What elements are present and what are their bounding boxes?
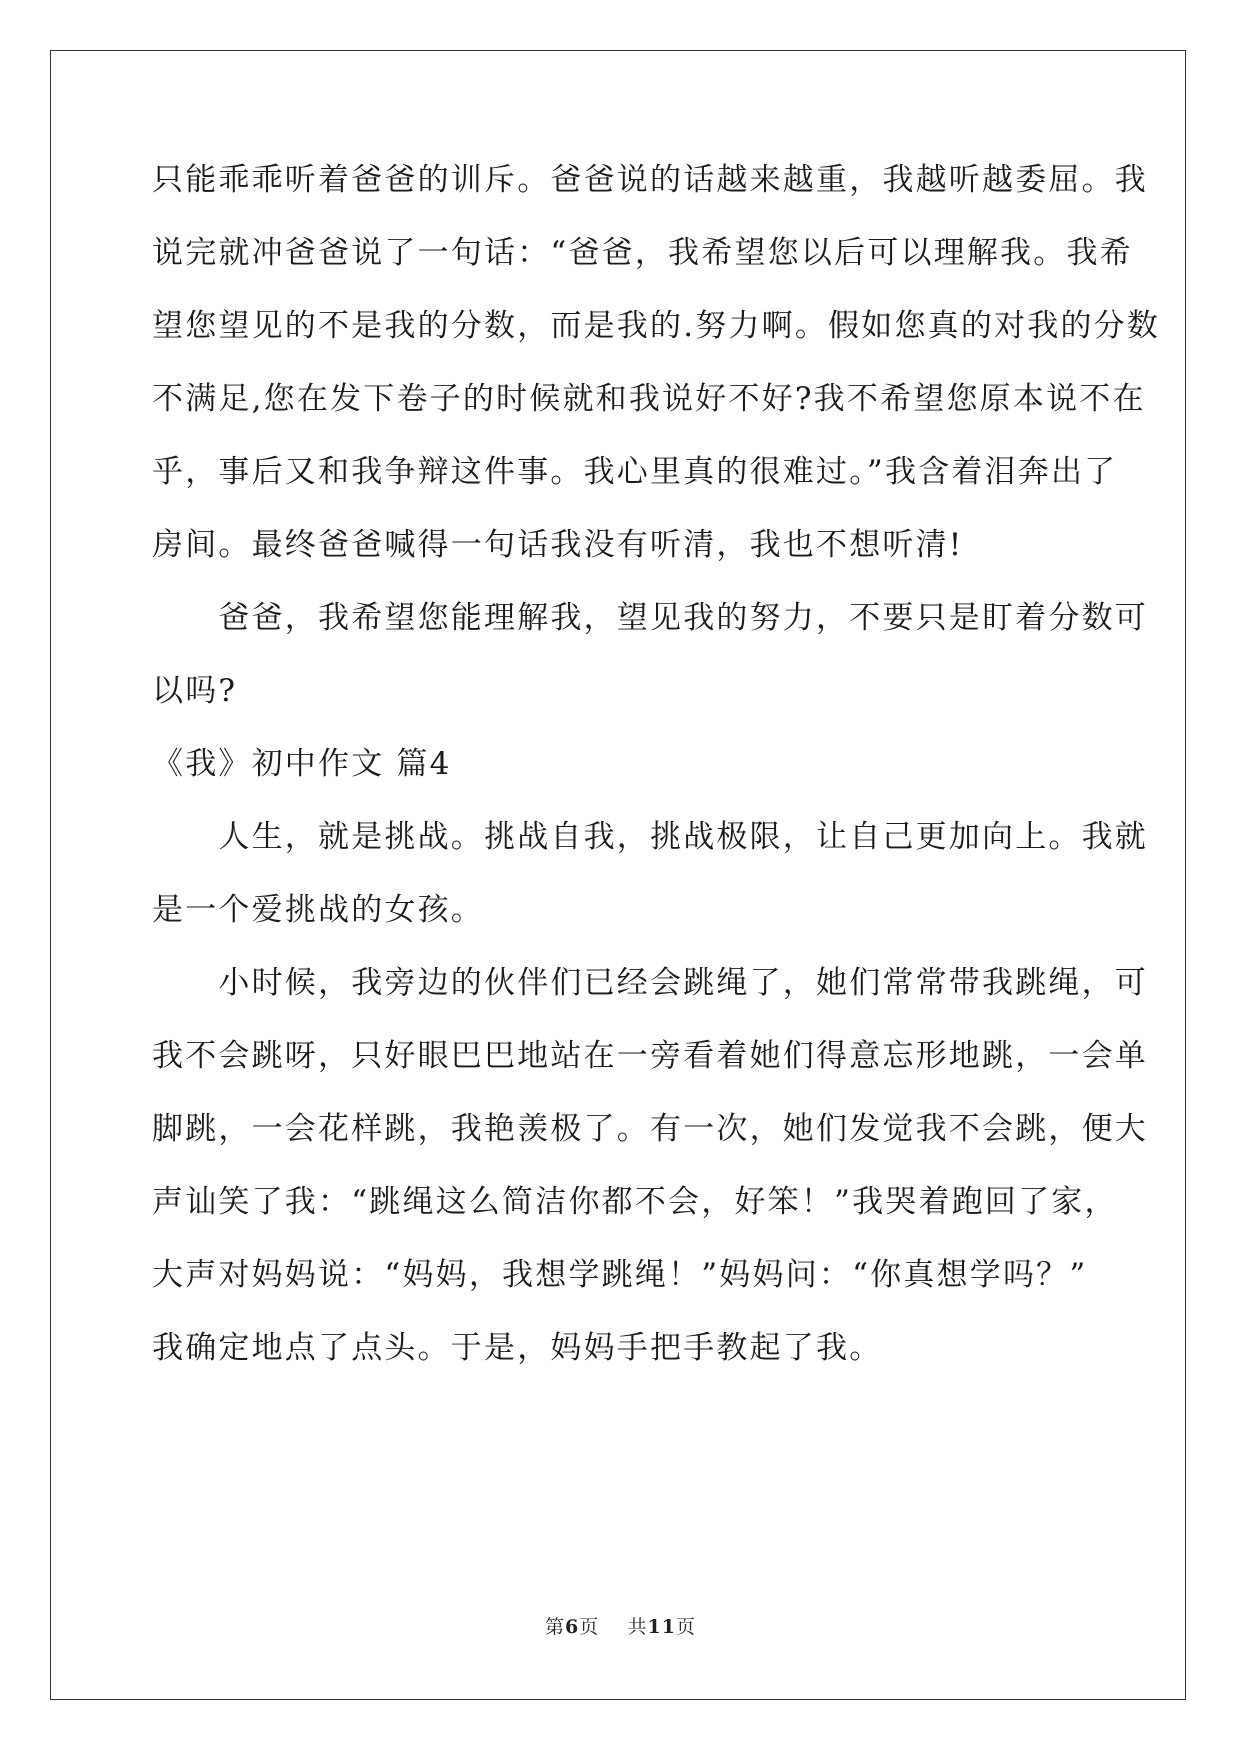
text-line: 只能乖乖听着爸爸的训斥。爸爸说的话越来越重，我越听越委屈。我 (152, 162, 1148, 198)
text-line: 脚跳，一会花样跳，我艳羡极了。有一次，她们发觉我不会跳，便大 (152, 1111, 1148, 1147)
footer-prefix: 第 (545, 1616, 566, 1638)
text-line: 说完就冲爸爸说了一句话：“爸爸，我希望您以后可以理解我。我希 (152, 235, 1133, 271)
text-line: 房间。最终爸爸喊得一句话我没有听清，我也不想听清! (152, 527, 964, 563)
page-footer (0, 1612, 1241, 1639)
text-line: 望您望见的不是我的分数，而是我的.努力啊。假如您真的对我的分数 (152, 308, 1161, 344)
total-page-count: 11 (647, 1616, 676, 1638)
footer-total-prefix: 共 (627, 1616, 648, 1638)
section-heading: 《我》初中作文 篇4 (152, 746, 452, 782)
page-border (50, 50, 1186, 1700)
text-line: 爸爸，我希望您能理解我，望见我的努力，不要只是盯着分数可 (152, 600, 1148, 636)
text-line: 人生，就是挑战。挑战自我，挑战极限，让自己更加向上。我就 (152, 819, 1148, 855)
text-line: 以吗? (152, 673, 238, 709)
footer-total-unit: 页 (675, 1616, 696, 1638)
text-line: 是一个爱挑战的女孩。 (152, 892, 484, 928)
text-line: 不满足,您在发下卷子的时候就和我说好不好?我不希望您原本说不在 (152, 381, 1146, 417)
text-line: 小时候，我旁边的伙伴们已经会跳绳了，她们常常带我跳绳，可 (152, 965, 1148, 1001)
text-line: 我确定地点了点头。于是，妈妈手把手教起了我。 (152, 1330, 883, 1366)
current-page-number: 6 (565, 1616, 580, 1638)
text-line: 大声对妈妈说：“妈妈，我想学跳绳！”妈妈问：“你真想学吗？” (152, 1257, 1088, 1293)
text-line: 乎，事后又和我争辩这件事。我心里真的很难过。”我含着泪奔出了 (152, 454, 1118, 490)
text-line: 我不会跳呀，只好眼巴巴地站在一旁看着她们得意忘形地跳，一会单 (152, 1038, 1148, 1074)
footer-page-unit: 页 (579, 1616, 600, 1638)
text-line: 声讪笑了我：“跳绳这么简洁你都不会，好笨！”我哭着跑回了家， (152, 1184, 1118, 1220)
